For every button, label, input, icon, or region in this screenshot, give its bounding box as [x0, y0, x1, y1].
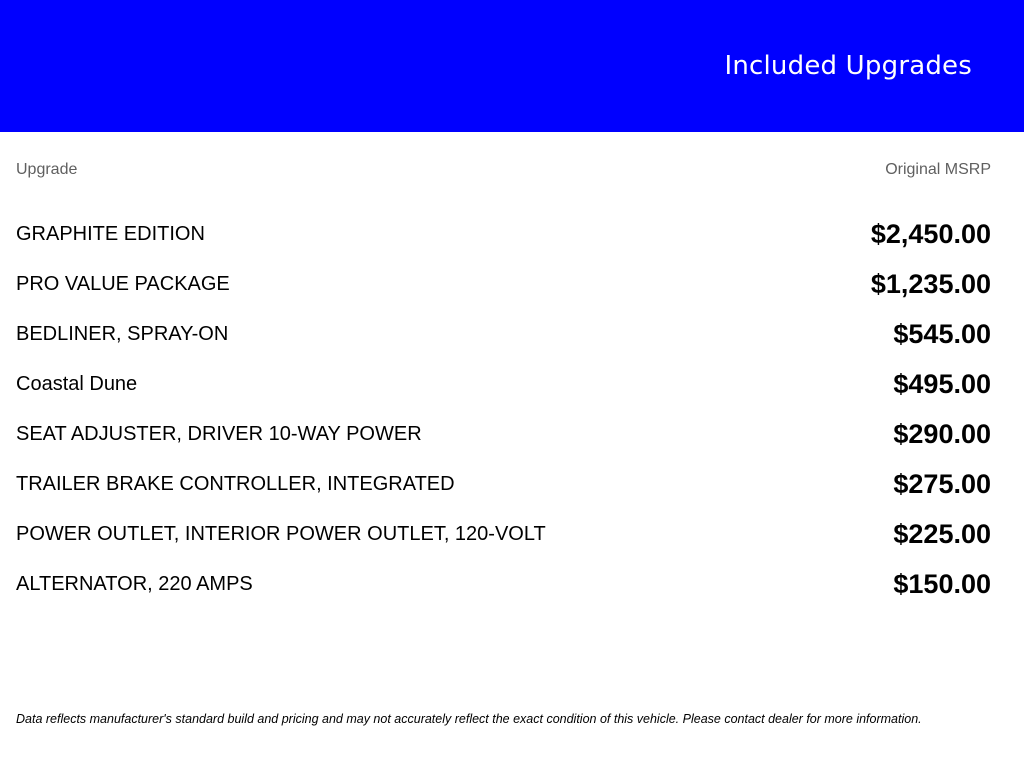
- page-title: Included Upgrades: [724, 51, 972, 81]
- upgrade-name: BEDLINER, SPRAY-ON: [16, 322, 229, 345]
- upgrade-price: $495.00: [893, 368, 991, 399]
- column-header-msrp: Original MSRP: [885, 161, 991, 178]
- upgrade-price: $2,450.00: [870, 218, 991, 249]
- upgrades-table: [16, 158, 991, 616]
- upgrade-name: GRAPHITE EDITION: [16, 222, 205, 245]
- table-body: [16, 201, 991, 616]
- table-row: [16, 551, 991, 616]
- upgrade-name: Coastal Dune: [16, 372, 138, 395]
- upgrade-name: POWER OUTLET, INTERIOR POWER OUTLET, 120-VOLT: [16, 522, 546, 545]
- upgrade-price: $225.00: [893, 518, 991, 549]
- header-banner: [0, 0, 1024, 132]
- upgrade-name: PRO VALUE PACKAGE: [16, 272, 230, 295]
- disclaimer-text: Data reflects manufacturer's standard build and pricing and may not accurately reflect the exact condition of this vehicle. Please contact dealer for more information.: [16, 712, 922, 726]
- column-header-upgrade: Upgrade: [16, 161, 78, 178]
- upgrade-price: $545.00: [893, 318, 991, 349]
- table-header: [16, 158, 991, 182]
- upgrade-price: $150.00: [893, 568, 991, 599]
- upgrade-name: TRAILER BRAKE CONTROLLER, INTEGRATED: [16, 472, 455, 495]
- upgrade-name: SEAT ADJUSTER, DRIVER 10-WAY POWER: [16, 422, 422, 445]
- upgrade-price: $1,235.00: [870, 268, 991, 299]
- upgrade-price: $275.00: [893, 468, 991, 499]
- upgrade-price: $290.00: [893, 418, 991, 449]
- upgrade-name: ALTERNATOR, 220 AMPS: [16, 572, 253, 595]
